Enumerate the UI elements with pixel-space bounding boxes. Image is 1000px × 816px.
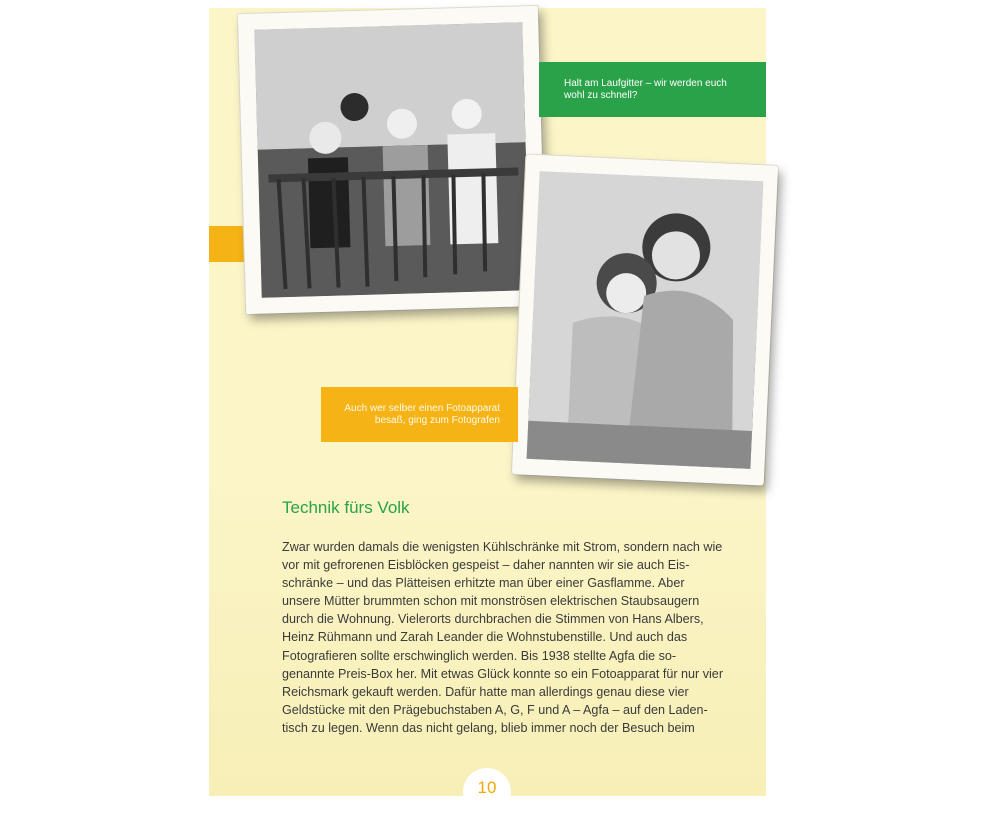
article-heading: Technik fürs Volk [282,498,410,517]
caption-green-text: Halt am Laufgitter – wir werden euch wohl zu schnell? [564,78,727,101]
caption-orange [321,387,518,442]
body-line: tisch zu legen. Wenn das nicht gelang, blieb immer noch der Besuch beim [282,720,695,735]
body-line: Fotografieren sollte erschwinglich werden. Bis 1938 stellte Agfa die so- [282,648,677,663]
girls-illustration-icon [527,171,764,469]
caption-orange-text: Auch wer selber einen Fotoapparat besaß, ging zum Fotografen [344,403,500,426]
body-line: schränke – und das Plätteisen erhitzte man über einer Gasflamme. Aber [282,576,685,591]
body-line: genannte Preis-Box her. Mit etwas Glück konnte so ein Fotoapparat für nur vier [282,666,724,681]
photo-two-girls [512,154,778,485]
photo-two-girls-image [527,171,764,469]
body-line: Reichsmark gekauft werden. Dafür hatte man allerdings genau diese vier [282,684,689,699]
body-line: Geldstücke mit den Prägebuchstaben A, G, F und A – Agfa – auf den Laden- [282,702,708,717]
caption-green [539,62,766,117]
body-line: unsere Mütter brummten schon mit monströsen elektrischen Staubsaugern [282,594,700,609]
photo-children-playpen [238,6,546,314]
playpen-illustration-icon [254,22,529,297]
photo-children-playpen-image [254,22,529,297]
body-line: Zwar wurden damals die wenigsten Kühlschränke mit Strom, sondern nach wie [282,540,723,554]
body-line: durch die Wohnung. Vielerorts durchbrachen die Stimmen von Hans Albers, [282,612,704,627]
book-page [209,8,766,796]
body-line: Heinz Rühmann und Zarah Leander die Wohnstubenstille. Und auch das [282,630,688,645]
article-body [282,538,752,737]
body-line: vor mit gefrorenen Eisblöcken gespeist – daher nannten wir sie auch Eis- [282,558,690,573]
page-number: 10 [463,768,511,816]
